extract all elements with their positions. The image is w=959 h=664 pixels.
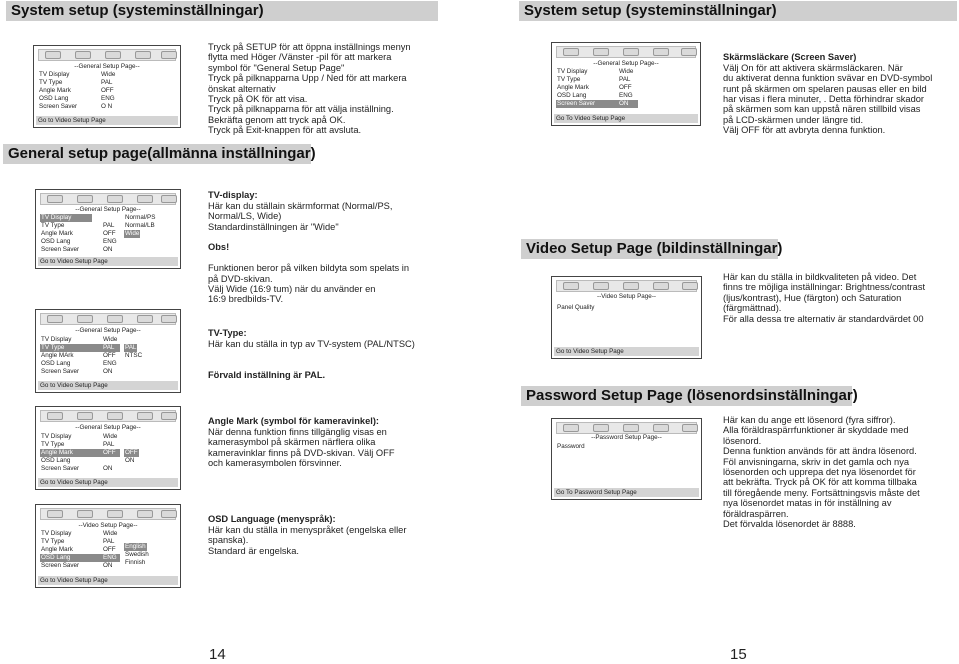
menu-title: --General Setup Page--	[75, 206, 141, 213]
menu-row-screen-saver[interactable]: Screen Saver ON	[41, 246, 113, 253]
menu-row-osd-lang[interactable]: OSD Lang	[41, 457, 71, 464]
menu-row-tv-type[interactable]: TV Type PAL	[41, 441, 115, 448]
option-wide[interactable]: Wide	[125, 230, 140, 237]
option-on[interactable]: ON	[125, 457, 135, 464]
menu-icon-bar	[40, 410, 176, 422]
option-swedish[interactable]: Swedish	[125, 551, 149, 558]
tv-display-obs: Obs!	[208, 242, 230, 253]
menu-row-angle-mark[interactable]: Angle Mark OFF	[40, 449, 120, 457]
menu-icon-bar	[556, 280, 697, 292]
menu-row-angle-mark[interactable]: Angle Mark OFF	[557, 84, 632, 91]
menu-row-tv-display[interactable]: TV Display Wide	[557, 68, 634, 75]
osd-language-section	[208, 504, 438, 566]
page-number-left: 14	[209, 646, 226, 663]
tv-display-section	[208, 180, 433, 315]
option-finnish[interactable]: Finnish	[125, 559, 146, 566]
option-pal[interactable]: PAL	[125, 344, 137, 351]
menu-row-tv-display[interactable]: TV Display Wide	[41, 336, 118, 343]
menu-row-osd-lang[interactable]: OSD Lang ENG	[39, 95, 115, 102]
menu-footer-link[interactable]: Go To Password Setup Page	[554, 488, 699, 497]
menu-row-screen-saver[interactable]: Screen Saver O N	[39, 103, 113, 110]
option-normal-ps[interactable]: Normal/PS	[125, 214, 156, 221]
menu-icon-bar	[556, 46, 696, 58]
option-english[interactable]: English	[125, 543, 146, 550]
menu-title: --General Setup Page--	[74, 63, 140, 70]
menu-row-angle-mark[interactable]: Angle Mark OFF	[39, 87, 114, 94]
menu-row-osd-lang[interactable]: OSD Lang ENG	[557, 92, 633, 99]
menu-row-osd-lang[interactable]: OSD Lang ENG	[41, 360, 117, 367]
menu-row-tv-display[interactable]: TV Display Wide	[41, 433, 118, 440]
tv-display-body-2: Funktionen beror på vilken bildyta som spelats in på DVD-skivan. Välj Wide (16:9 tum) när du använder en 16:9 bredbilds-TV.	[208, 263, 410, 305]
tv-type-section	[208, 318, 438, 390]
header-password-setup: Password Setup Page (lösenordsinställningar)	[521, 386, 852, 406]
screen-saver-body: Välj On för att aktivera skärmsläckaren. När du aktiverat denna funktion svävar en DVD-symbol runt på skärmen om spelaren pausas eller en bild har visas i flera minuter, . Detta förhindrar skador på skärmen som kan uppstå nären stillbild visas på LCD-skärmen under längre tid. Välj OFF för att avbryta denna funktion.	[723, 62, 933, 136]
menu-icon-bar	[40, 313, 176, 325]
tv-type-body: Här kan du ställa in typ av TV-system (PAL/NTSC)	[208, 338, 415, 349]
menu-row-panel-quality[interactable]: Panel Quality	[557, 304, 595, 311]
menu-row-tv-type[interactable]: TV Type PAL	[41, 222, 115, 229]
header-video-setup: Video Setup Page (bildinställningar)	[521, 239, 778, 259]
menu-title: --Video Setup Page--	[78, 522, 138, 529]
video-setup-body: Här kan du ställa in bildkvaliteten på video. Det finns tre möjliga inställningar: Brightness/contrast (ljus/kontrast), Hue (färgton) och Saturation (färgmättnad). För alla dessa tre alternativ är standardvärdet 00	[723, 272, 926, 324]
menu-footer-link[interactable]: Go To Video Setup Page	[554, 114, 698, 123]
tv-display-body: Här kan du ställain skärmformat (Normal/PS, Normal/LS, Wide) Standardinställningen är "Wide"	[208, 200, 393, 232]
menu-row-screen-saver[interactable]: Screen Saver ON	[41, 465, 113, 472]
menu-video-setup	[551, 276, 702, 359]
menu-title: --General Setup Page--	[75, 327, 141, 334]
intro-instructions: Tryck på SETUP för att öppna inställnings menyn flytta med Höger /Vänster -pil för att markera symbol för "General Setup Page" Tryck på pilknapparna Upp / Ned för att markera önskat alternativ Tryck på OK för att visa. Tryck på pilknapparna för att välja inställning. Bekräfta genom att tryck apå OK. Tryck på Exit-knappen för att avsluta.	[208, 42, 411, 136]
menu-footer-link[interactable]: Go to Video Setup Page	[36, 116, 178, 125]
menu-title: --Video Setup Page--	[596, 293, 657, 300]
menu-row-screen-saver[interactable]: Screen Saver ON	[556, 100, 638, 108]
page-number-right: 15	[730, 646, 747, 663]
menu-password-setup	[551, 418, 702, 500]
menu-footer-link[interactable]: Go to Video Setup Page	[38, 576, 178, 585]
menu-row-angle-mark[interactable]: Angle MArk OFF	[41, 352, 116, 359]
screen-saver-title: Skärmsläckare (Screen Saver)	[723, 52, 857, 63]
screen-saver-section	[723, 42, 949, 146]
menu-row-tv-display[interactable]: TV Display Wide	[41, 214, 118, 221]
header-system-setup-right: System setup (systeminställningar)	[519, 1, 957, 21]
angle-mark-section	[208, 406, 438, 479]
option-off[interactable]: OFF	[125, 449, 138, 456]
menu-general-setup-tv-display	[35, 189, 181, 269]
menu-title: --General Setup Page--	[75, 424, 141, 431]
menu-icon-bar	[40, 508, 176, 520]
option-ntsc[interactable]: NTSC	[125, 352, 143, 359]
menu-footer-link[interactable]: Go to Video Setup Page	[38, 478, 178, 487]
menu-row-osd-lang[interactable]: OSD Lang ENG	[41, 238, 117, 245]
tv-display-title: TV-display:	[208, 190, 258, 201]
menu-title: --General Setup Page--	[593, 60, 659, 67]
menu-general-setup-screen-saver	[551, 42, 701, 126]
angle-mark-title: Angle Mark (symbol för kameravinkel):	[208, 416, 380, 427]
menu-row-screen-saver[interactable]: Screen Saver ON	[41, 562, 113, 569]
password-setup-body: Här kan du ange ett lösenord (fyra siffror). Alla föräldraspärrfunktioner är skyddade med lösenord. Denna funktion används för att ändra lösenord. Föl anvisningarna, skriv in det gamla och nya lösenorden och upprepa det nya lösenordet för att bekräfta. Tryck på OK för att komma tillbaka till föregående meny. Fortsättningsvis måste det nya lösenordet matas in för inställning av föräldraspärren. Det förvalda lösenordet är 8888.	[723, 415, 920, 530]
menu-row-tv-type[interactable]: TV Type PAL	[40, 344, 120, 352]
menu-footer-link[interactable]: Go to Video Setup Page	[38, 257, 178, 266]
menu-row-tv-type[interactable]: TV Type PAL	[39, 79, 113, 86]
tv-type-title: TV-Type:	[208, 328, 247, 339]
menu-icon-bar	[38, 49, 176, 61]
osd-language-title: OSD Language (menyspråk):	[208, 514, 336, 525]
menu-row-tv-type[interactable]: TV Type PAL	[41, 538, 115, 545]
menu-footer-link[interactable]: Go to Video Setup Page	[554, 347, 699, 356]
menu-general-setup-angle-mark	[35, 406, 181, 490]
menu-general-setup-1	[33, 45, 181, 128]
menu-row-angle-mark[interactable]: Angle Mark OFF	[41, 230, 116, 237]
menu-row-tv-display[interactable]: TV Display Wide	[39, 71, 116, 78]
option-normal-lb[interactable]: Normal/LB	[125, 222, 155, 229]
menu-row-screen-saver[interactable]: Screen Saver ON	[41, 368, 113, 375]
angle-mark-body: När denna funktion finns tillgänglig visas en kamerasymbol på skärmen närflera olika kameravinklar finns på DVD-skivan. Välj OFF och kamerasymbolen försvinner.	[208, 426, 395, 469]
menu-row-osd-lang[interactable]: OSD Lang ENG	[40, 554, 120, 562]
menu-row-tv-type[interactable]: TV Type PAL	[557, 76, 631, 83]
header-system-setup-left: System setup (systeminställningar)	[6, 1, 438, 21]
header-general-setup: General setup page(allmänna inställningar)	[3, 144, 311, 164]
menu-row-tv-display[interactable]: TV Display Wide	[41, 530, 118, 537]
menu-row-password[interactable]: Password	[557, 443, 585, 450]
menu-icon-bar	[556, 422, 697, 434]
tv-type-default: Förvald inställning är PAL.	[208, 369, 326, 380]
menu-icon-bar	[40, 193, 176, 205]
menu-general-setup-tv-type	[35, 309, 181, 393]
menu-row-angle-mark[interactable]: Angle Mark OFF	[41, 546, 116, 553]
osd-language-body: Här kan du ställa in menyspråket (engelska eller spanska). Standard är engelska.	[208, 524, 407, 556]
menu-title: --Password Setup Page--	[591, 434, 662, 441]
menu-video-setup-osd-lang	[35, 504, 181, 588]
menu-footer-link[interactable]: Go to Video Setup Page	[38, 381, 178, 390]
